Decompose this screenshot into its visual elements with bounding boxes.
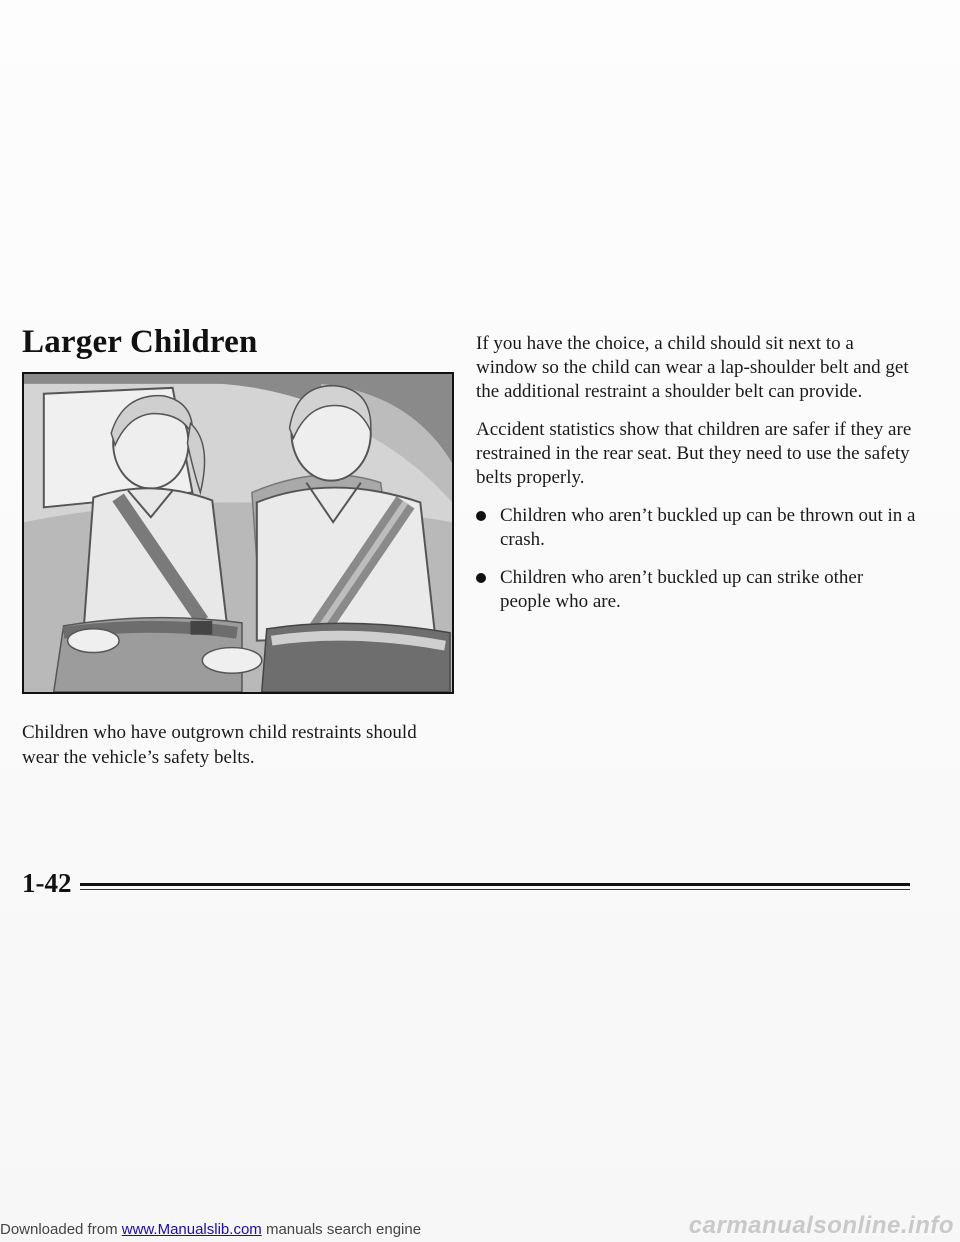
download-watermark <box>0 1221 421 1238</box>
illustration-drawing <box>24 374 452 692</box>
body-text-column <box>476 332 916 628</box>
footer-rule-thin <box>80 889 910 890</box>
page-footer <box>22 868 912 898</box>
watermark-prefix: Downloaded from <box>0 1221 118 1238</box>
bullet-list <box>476 504 916 614</box>
watermark-suffix: manuals search engine <box>265 1221 422 1238</box>
bullet-icon <box>476 573 486 583</box>
page-number: 1-42 <box>22 868 72 898</box>
paragraph-accident-statistics: Accident statistics show that children are safer if they are restrained in the rear seat. But they need to use the safety belts properly. <box>476 419 912 488</box>
manualslib-link[interactable]: www.Manualslib.com <box>121 1221 262 1238</box>
list-item <box>476 566 916 614</box>
bullet-text: Children who aren’t buckled up can be thrown out in a crash. <box>500 505 916 550</box>
paragraph-window-seat: If you have the choice, a child should sit next to a window so the child can wear a lap-shoulder belt and get the additional restraint a shoulder belt can provide. <box>476 333 909 402</box>
children-safety-belt-illustration <box>22 372 454 694</box>
footer-rule <box>80 883 910 886</box>
bullet-text: Children who aren’t buckled up can strike other people who are. <box>500 567 864 612</box>
illustration-caption: Children who have outgrown child restraints should wear the vehicle’s safety belts. <box>22 722 417 768</box>
list-item <box>476 504 916 552</box>
brand-watermark: carmanualsonline.info <box>688 1212 954 1239</box>
section-title: Larger Children <box>22 324 258 360</box>
bullet-icon <box>476 511 486 521</box>
